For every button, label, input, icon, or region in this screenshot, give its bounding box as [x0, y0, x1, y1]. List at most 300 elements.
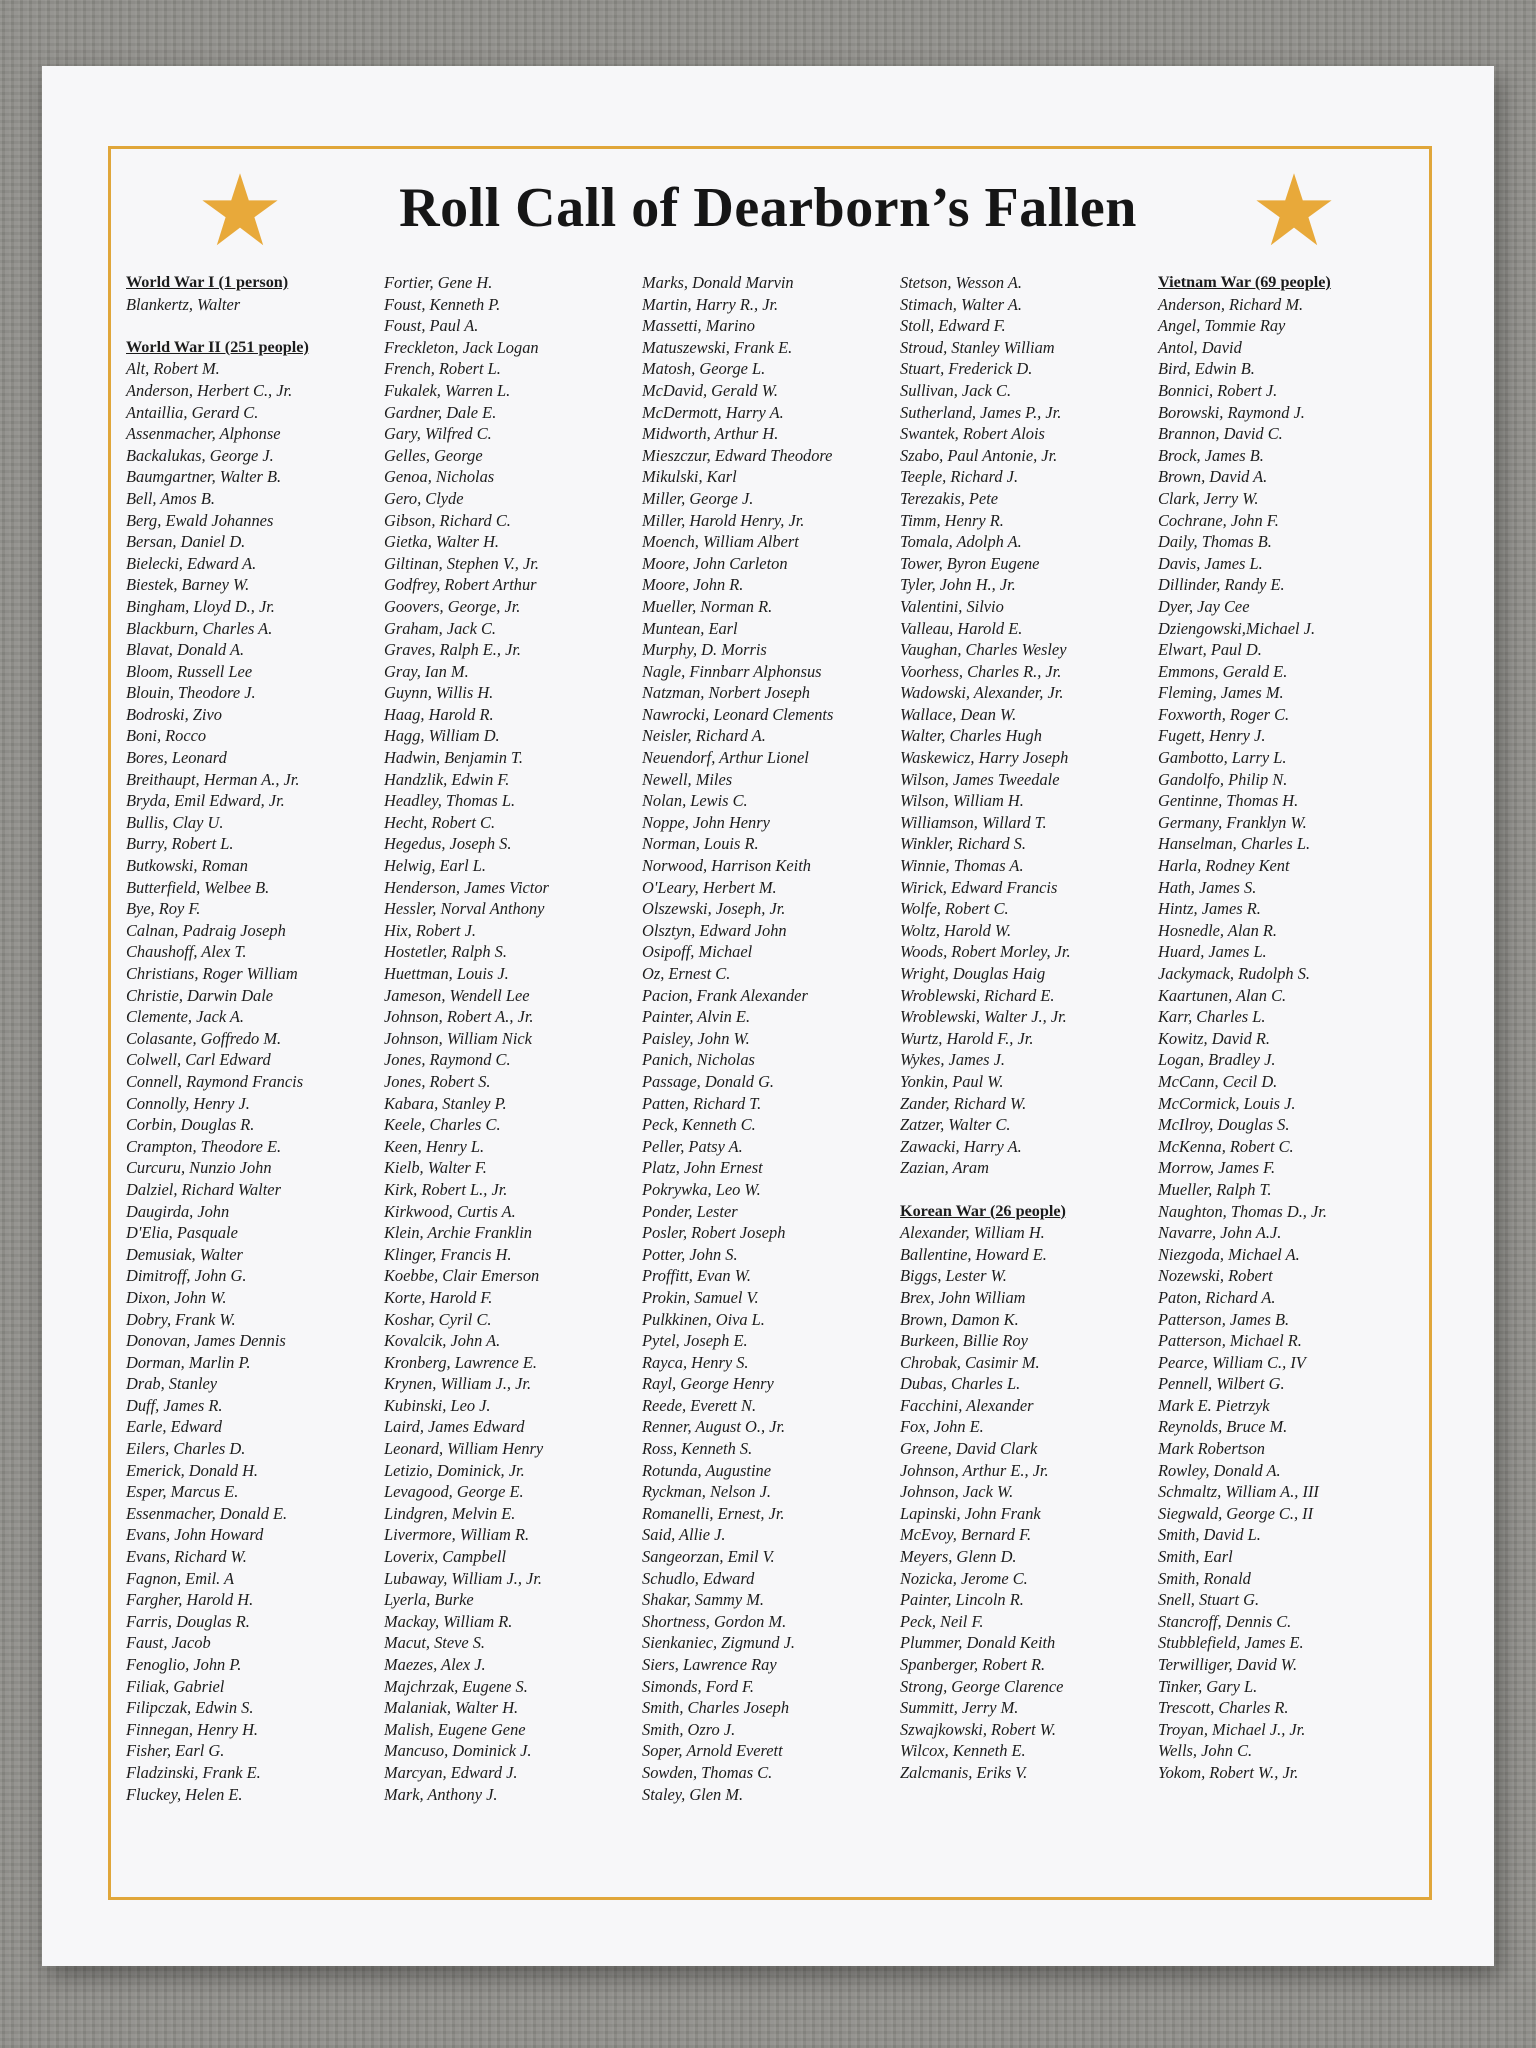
name-entry: Potter, John S.: [642, 1244, 738, 1264]
name-entry: Butterfield, Welbee B.: [126, 877, 270, 897]
name-entry: Mancuso, Dominick J.: [384, 1741, 532, 1761]
name-entry: Peck, Kenneth C.: [642, 1115, 756, 1135]
name-entry: Johnson, Robert A., Jr.: [384, 1007, 534, 1027]
section-spacer: [126, 315, 382, 337]
name-entry: Brock, James B.: [1158, 445, 1264, 465]
name-entry: Wright, Douglas Haig: [900, 964, 1046, 983]
name-entry: Giltinan, Stephen V., Jr.: [384, 553, 539, 573]
name-entry: Freckleton, Jack Logan: [384, 337, 539, 357]
name-entry: Letizio, Dominick, Jr.: [384, 1460, 525, 1480]
names-column-5: [1158, 272, 1414, 1784]
name-entry: Gary, Wilfred C.: [384, 424, 492, 444]
name-entry: Oz, Ernest C.: [642, 964, 731, 983]
name-entry: Chrobak, Casimir M.: [900, 1352, 1040, 1372]
name-entry: Connolly, Henry J.: [126, 1093, 250, 1113]
name-entry: Harla, Rodney Kent: [1158, 856, 1290, 876]
section-heading: Vietnam War (69 people): [1158, 273, 1331, 291]
name-entry: Strong, George Clarence: [900, 1676, 1064, 1696]
name-entry: Hagg, William D.: [384, 726, 500, 746]
name-entry: Stoll, Edward F.: [900, 316, 1006, 336]
name-entry: Kabara, Stanley P.: [384, 1093, 507, 1113]
name-entry: Clemente, Jack A.: [126, 1007, 245, 1027]
name-entry: Neisler, Richard A.: [642, 726, 766, 746]
name-entry: Smith, Earl: [1158, 1547, 1233, 1567]
name-entry: Brannon, David C.: [1158, 424, 1283, 444]
name-entry: Panich, Nicholas: [642, 1050, 755, 1070]
name-entry: Drab, Stanley: [126, 1374, 218, 1394]
name-entry: Winkler, Richard S.: [900, 834, 1026, 854]
name-entry: Zazian, Aram: [900, 1158, 989, 1178]
name-entry: McDavid, Gerald W.: [642, 380, 778, 400]
name-entry: Levagood, George E.: [384, 1482, 524, 1502]
name-entry: Wilson, James Tweedale: [900, 769, 1060, 789]
name-entry: Bonnici, Robert J.: [1158, 380, 1278, 400]
section-heading: Korean War (26 people): [900, 1201, 1066, 1220]
name-entry: Christie, Darwin Dale: [126, 985, 274, 1005]
name-entry: Corbin, Douglas R.: [126, 1115, 255, 1135]
name-entry: Szabo, Paul Antonie, Jr.: [900, 445, 1058, 465]
name-entry: Rowley, Donald A.: [1158, 1460, 1281, 1480]
name-entry: Jones, Raymond C.: [384, 1050, 511, 1070]
name-entry: Dalziel, Richard Walter: [126, 1179, 281, 1199]
name-entry: Colwell, Carl Edward: [126, 1050, 271, 1070]
name-entry: McDermott, Harry A.: [642, 402, 784, 422]
name-entry: Kielb, Walter F.: [384, 1158, 487, 1178]
name-entry: Donovan, James Dennis: [126, 1331, 286, 1351]
name-entry: Hosnedle, Alan R.: [1158, 920, 1277, 940]
name-entry: Midworth, Arthur H.: [642, 424, 779, 444]
name-entry: Hix, Robert J.: [384, 920, 476, 940]
name-entry: Laird, James Edward: [384, 1417, 525, 1437]
name-entry: Farris, Douglas R.: [126, 1611, 250, 1631]
name-entry: Williamson, Willard T.: [900, 812, 1047, 832]
name-entry: Daugirda, John: [126, 1201, 230, 1221]
name-entry: Emerick, Donald H.: [126, 1460, 259, 1480]
name-entry: Duff, James R.: [126, 1395, 223, 1415]
name-entry: Wolfe, Robert C.: [900, 899, 1009, 919]
name-entry: Reede, Everett N.: [642, 1395, 757, 1415]
name-entry: Olsztyn, Edward John: [642, 920, 787, 940]
name-entry: Posler, Robert Joseph: [642, 1223, 786, 1243]
name-entry: Kirk, Robert L., Jr.: [384, 1179, 508, 1199]
name-entry: Hadwin, Benjamin T.: [384, 748, 524, 768]
name-entry: Brown, David A.: [1158, 467, 1268, 487]
name-entry: D'Elia, Pasquale: [126, 1223, 238, 1243]
name-entry: Norwood, Harrison Keith: [642, 856, 811, 876]
name-entry: Leonard, William Henry: [384, 1439, 544, 1459]
name-entry: Huettman, Louis J.: [384, 964, 509, 983]
name-entry: Bullis, Clay U.: [126, 812, 224, 832]
name-entry: Boni, Rocco: [126, 726, 207, 746]
name-entry: Ponder, Lester: [642, 1201, 738, 1221]
name-entry: Gelles, George: [384, 445, 483, 465]
name-entry: Jones, Robert S.: [384, 1071, 491, 1091]
name-entry: Nozicka, Jerome C.: [900, 1568, 1028, 1588]
name-entry: Majchrzak, Eugene S.: [384, 1676, 528, 1696]
name-entry: Nagle, Finnbarr Alphonsus: [642, 661, 822, 681]
name-entry: Staley, Glen M.: [642, 1784, 744, 1804]
name-entry: Pytel, Joseph E.: [642, 1331, 748, 1351]
name-entry: Fenoglio, John P.: [126, 1655, 242, 1674]
name-entry: Guynn, Willis H.: [384, 683, 494, 703]
name-entry: Niezgoda, Michael A.: [1158, 1244, 1300, 1264]
name-entry: Huard, James L.: [1158, 942, 1267, 962]
name-entry: McIlroy, Douglas S.: [1158, 1115, 1290, 1135]
name-entry: Matuszewski, Frank E.: [642, 337, 793, 357]
name-entry: Fisher, Earl G.: [126, 1741, 225, 1761]
name-entry: Painter, Alvin E.: [642, 1007, 751, 1027]
name-entry: Gentinne, Thomas H.: [1158, 791, 1299, 811]
name-entry: Smith, Ozro J.: [642, 1719, 736, 1739]
name-entry: Jameson, Wendell Lee: [384, 985, 530, 1005]
name-entry: Marks, Donald Marvin: [642, 273, 794, 292]
name-entry: Patterson, Michael R.: [1158, 1331, 1302, 1351]
name-entry: Terwilliger, David W.: [1158, 1655, 1298, 1674]
name-entry: Clark, Jerry W.: [1158, 488, 1259, 508]
name-entry: Tomala, Adolph A.: [900, 532, 1022, 552]
name-entry: Henderson, James Victor: [384, 877, 549, 897]
name-entry: Neuendorf, Arthur Lionel: [642, 748, 809, 768]
name-entry: Mieszczur, Edward Theodore: [642, 445, 833, 465]
name-entry: Sangeorzan, Emil V.: [642, 1547, 775, 1567]
name-entry: Gibson, Richard C.: [384, 510, 511, 530]
name-entry: Stetson, Wesson A.: [900, 273, 1023, 292]
name-entry: Anderson, Herbert C., Jr.: [126, 380, 293, 400]
name-entry: Teeple, Richard J.: [900, 467, 1019, 487]
name-entry: Wadowski, Alexander, Jr.: [900, 683, 1064, 703]
name-entry: Winnie, Thomas A.: [900, 856, 1024, 876]
name-entry: Zatzer, Walter C.: [900, 1115, 1011, 1135]
name-entry: Sienkaniec, Zigmund J.: [642, 1633, 795, 1653]
name-entry: Filiak, Gabriel: [126, 1676, 225, 1696]
names-column-1: [126, 272, 382, 1805]
name-entry: Martin, Harry R., Jr.: [642, 294, 779, 314]
name-entry: Kaartunen, Alan C.: [1158, 985, 1287, 1005]
name-entry: Moore, John Carleton: [642, 553, 788, 573]
name-entry: McCormick, Louis J.: [1158, 1093, 1296, 1113]
name-entry: Bloom, Russell Lee: [126, 661, 253, 681]
name-entry: Facchini, Alexander: [900, 1395, 1034, 1415]
name-entry: Vaughan, Charles Wesley: [900, 640, 1067, 660]
name-entry: Pulkkinen, Oiva L.: [642, 1309, 765, 1329]
name-entry: Tower, Byron Eugene: [900, 553, 1040, 573]
name-entry: Olszewski, Joseph, Jr.: [642, 899, 786, 919]
name-entry: Stuart, Frederick D.: [900, 359, 1033, 379]
name-entry: Paton, Richard A.: [1158, 1287, 1276, 1307]
name-entry: Ross, Kenneth S.: [642, 1439, 753, 1459]
name-entry: Angel, Tommie Ray: [1158, 316, 1286, 336]
name-entry: Yokom, Robert W., Jr.: [1158, 1762, 1299, 1782]
name-entry: Norman, Louis R.: [642, 834, 759, 854]
name-entry: Osipoff, Michael: [642, 942, 753, 962]
name-entry: Summitt, Jerry M.: [900, 1698, 1019, 1718]
name-entry: Spanberger, Robert R.: [900, 1655, 1046, 1674]
name-entry: Marcyan, Edward J.: [384, 1762, 518, 1782]
name-entry: Pennell, Wilbert G.: [1158, 1374, 1285, 1394]
name-entry: Massetti, Marino: [642, 316, 755, 336]
name-entry: Blankertz, Walter: [126, 294, 241, 314]
name-entry: Antaillia, Gerard C.: [126, 402, 259, 422]
name-entry: Pearce, William C., IV: [1158, 1352, 1306, 1372]
name-entry: Earle, Edward: [126, 1417, 222, 1437]
name-entry: Schudlo, Edward: [642, 1568, 755, 1588]
name-entry: Hegedus, Joseph S.: [384, 834, 512, 854]
name-entry: Assenmacher, Alphonse: [126, 424, 281, 444]
name-entry: Filipczak, Edwin S.: [126, 1698, 254, 1718]
name-entry: Keele, Charles C.: [384, 1115, 501, 1135]
name-entry: Stubblefield, James E.: [1158, 1633, 1304, 1653]
name-entry: Antol, David: [1158, 337, 1242, 357]
name-entry: Moench, William Albert: [642, 532, 799, 552]
name-entry: Wirick, Edward Francis: [900, 877, 1058, 897]
name-entry: Crampton, Theodore E.: [126, 1136, 282, 1156]
name-entry: Breithaupt, Herman A., Jr.: [126, 769, 300, 789]
name-entry: Waskewicz, Harry Joseph: [900, 748, 1069, 768]
name-entry: Colasante, Goffredo M.: [126, 1028, 282, 1048]
name-entry: Davis, James L.: [1158, 553, 1263, 573]
name-entry: Wallace, Dean W.: [900, 704, 1017, 724]
name-entry: Wroblewski, Walter J., Jr.: [900, 1007, 1067, 1027]
name-entry: Malaniak, Walter H.: [384, 1698, 519, 1718]
name-entry: Gardner, Dale E.: [384, 402, 497, 422]
name-entry: Christians, Roger William: [126, 964, 298, 983]
name-entry: Graham, Jack C.: [384, 618, 496, 638]
name-entry: Daily, Thomas B.: [1158, 532, 1272, 552]
name-entry: Handzlik, Edwin F.: [384, 769, 510, 789]
name-entry: Troyan, Michael J., Jr.: [1158, 1719, 1306, 1739]
name-entry: Mark E. Pietrzyk: [1158, 1395, 1270, 1415]
name-entry: Demusiak, Walter: [126, 1244, 243, 1264]
name-entry: Kovalcik, John A.: [384, 1331, 501, 1351]
name-entry: Wykes, James J.: [900, 1050, 1005, 1070]
name-entry: Hath, James S.: [1158, 877, 1257, 897]
name-entry: Bersan, Daniel D.: [126, 532, 246, 552]
name-entry: Peck, Neil F.: [900, 1611, 984, 1631]
name-entry: Fluckey, Helen E.: [126, 1784, 243, 1804]
name-entry: Szwajkowski, Robert W.: [900, 1719, 1057, 1739]
name-entry: Helwig, Earl L.: [384, 856, 486, 876]
name-entry: Bielecki, Edward A.: [126, 553, 257, 573]
name-entry: Fox, John E.: [900, 1417, 984, 1437]
name-entry: Snell, Stuart G.: [1158, 1590, 1260, 1610]
name-entry: Fukalek, Warren L.: [384, 380, 511, 400]
name-entry: Alexander, William H.: [900, 1223, 1045, 1243]
name-entry: Wroblewski, Richard E.: [900, 985, 1055, 1005]
name-entry: Smith, Ronald: [1158, 1568, 1251, 1588]
name-entry: Fargher, Harold H.: [126, 1590, 254, 1610]
name-entry: Shakar, Sammy M.: [642, 1590, 765, 1610]
name-entry: Klinger, Francis H.: [384, 1244, 512, 1264]
name-entry: Foust, Paul A.: [384, 316, 479, 336]
name-entry: Terezakis, Pete: [900, 488, 999, 508]
name-entry: Murphy, D. Morris: [642, 640, 767, 660]
name-entry: Timm, Henry R.: [900, 510, 1004, 530]
name-entry: Bingham, Lloyd D., Jr.: [126, 596, 275, 616]
name-entry: Calnan, Padraig Joseph: [126, 920, 286, 940]
name-entry: Koebbe, Clair Emerson: [384, 1266, 540, 1286]
name-entry: Evans, Richard W.: [126, 1547, 247, 1567]
name-entry: Voorhess, Charles R., Jr.: [900, 661, 1062, 681]
name-entry: Lindgren, Melvin E.: [384, 1503, 516, 1523]
name-entry: Noppe, John Henry: [642, 812, 770, 832]
name-entry: Johnson, William Nick: [384, 1028, 532, 1048]
name-entry: Sutherland, James P., Jr.: [900, 402, 1062, 422]
name-entry: Lyerla, Burke: [384, 1590, 474, 1610]
name-entry: Nolan, Lewis C.: [642, 791, 748, 811]
name-entry: Muntean, Earl: [642, 618, 738, 638]
names-columns: [126, 272, 1426, 1882]
name-entry: Miller, Harold Henry, Jr.: [642, 510, 805, 530]
name-entry: Platz, John Ernest: [642, 1158, 763, 1178]
name-entry: Essenmacher, Donald E.: [126, 1503, 288, 1523]
name-entry: Rotunda, Augustine: [642, 1460, 771, 1480]
name-entry: Navarre, John A.J.: [1158, 1223, 1282, 1243]
name-entry: Newell, Miles: [642, 769, 733, 789]
name-entry: Brex, John William: [900, 1287, 1026, 1307]
name-entry: Mikulski, Karl: [642, 467, 737, 487]
name-entry: Hanselman, Charles L.: [1158, 834, 1311, 854]
name-entry: Stroud, Stanley William: [900, 337, 1055, 357]
name-entry: Tyler, John H., Jr.: [900, 575, 1016, 595]
name-entry: Plummer, Donald Keith: [900, 1633, 1056, 1653]
name-entry: Malish, Eugene Gene: [384, 1719, 526, 1739]
name-entry: Bores, Leonard: [126, 748, 227, 768]
name-entry: Woltz, Harold W.: [900, 920, 1012, 940]
name-entry: Nozewski, Robert: [1158, 1266, 1273, 1286]
name-entry: Mark Robertson: [1158, 1439, 1265, 1459]
name-entry: Goovers, George, Jr.: [384, 596, 521, 616]
name-entry: Zawacki, Harry A.: [900, 1136, 1022, 1156]
name-entry: Mueller, Norman R.: [642, 596, 773, 616]
name-entry: Esper, Marcus E.: [126, 1482, 239, 1502]
name-entry: Yonkin, Paul W.: [900, 1071, 1004, 1091]
name-entry: Dobry, Frank W.: [126, 1309, 236, 1329]
name-entry: Maezes, Alex J.: [384, 1655, 486, 1674]
name-entry: Kubinski, Leo J.: [384, 1395, 491, 1415]
name-entry: Bird, Edwin B.: [1158, 359, 1255, 379]
section-spacer: [900, 1179, 1156, 1201]
name-entry: Chaushoff, Alex T.: [126, 942, 247, 962]
name-entry: Gero, Clyde: [384, 488, 464, 508]
name-entry: Siegwald, George C., II: [1158, 1503, 1314, 1523]
name-entry: Connell, Raymond Francis: [126, 1071, 304, 1091]
name-entry: Baumgartner, Walter B.: [126, 467, 282, 487]
name-entry: Tinker, Gary L.: [1158, 1676, 1258, 1696]
name-entry: Rayl, George Henry: [642, 1374, 774, 1394]
name-entry: Lapinski, John Frank: [900, 1503, 1041, 1523]
name-entry: Dimitroff, John G.: [126, 1266, 247, 1286]
name-entry: Bryda, Emil Edward, Jr.: [126, 791, 285, 811]
name-entry: Dillinder, Randy E.: [1158, 575, 1285, 595]
name-entry: Swantek, Robert Alois: [900, 424, 1045, 444]
name-entry: Fladzinski, Frank E.: [126, 1762, 261, 1782]
name-entry: Kowitz, David R.: [1158, 1028, 1271, 1048]
name-entry: Ryckman, Nelson J.: [642, 1482, 771, 1502]
name-entry: Hessler, Norval Anthony: [384, 899, 545, 919]
name-entry: Dubas, Charles L.: [900, 1374, 1021, 1394]
name-entry: Bell, Amos B.: [126, 488, 215, 508]
name-entry: Valentini, Silvio: [900, 596, 1004, 616]
name-entry: Macut, Steve S.: [384, 1633, 486, 1653]
name-entry: Pacion, Frank Alexander: [642, 985, 808, 1005]
name-entry: Miller, George J.: [642, 488, 754, 508]
name-entry: Haag, Harold R.: [384, 704, 494, 724]
name-entry: Stimach, Walter A.: [900, 294, 1023, 314]
name-entry: Natzman, Norbert Joseph: [642, 683, 811, 703]
name-entry: Dyer, Jay Cee: [1158, 596, 1250, 616]
name-entry: Evans, John Howard: [126, 1525, 264, 1545]
name-entry: Germany, Franklyn W.: [1158, 812, 1307, 832]
name-entry: Smith, Charles Joseph: [642, 1698, 790, 1718]
name-entry: Renner, August O., Jr.: [642, 1417, 786, 1437]
name-entry: Gandolfo, Philip N.: [1158, 769, 1288, 789]
name-entry: Brown, Damon K.: [900, 1309, 1019, 1329]
name-entry: Fagnon, Emil. A: [126, 1568, 235, 1588]
name-entry: Koshar, Cyril C.: [384, 1309, 492, 1329]
name-entry: Morrow, James F.: [1158, 1158, 1276, 1178]
name-entry: Livermore, William R.: [384, 1525, 530, 1545]
name-entry: Reynolds, Bruce M.: [1158, 1417, 1288, 1437]
name-entry: Kronberg, Lawrence E.: [384, 1352, 537, 1372]
name-entry: Patterson, James B.: [1158, 1309, 1290, 1329]
name-entry: Schmaltz, William A., III: [1158, 1482, 1319, 1502]
name-entry: Dixon, John W.: [126, 1287, 227, 1307]
name-entry: Trescott, Charles R.: [1158, 1698, 1289, 1718]
name-entry: Passage, Donald G.: [642, 1071, 775, 1091]
name-entry: Dorman, Marlin P.: [126, 1352, 251, 1372]
name-entry: Johnson, Jack W.: [900, 1482, 1014, 1502]
name-entry: Headley, Thomas L.: [384, 791, 516, 811]
name-entry: Painter, Lincoln R.: [900, 1590, 1024, 1610]
name-entry: Fugett, Henry J.: [1158, 726, 1266, 746]
name-entry: Keen, Henry L.: [384, 1136, 485, 1156]
name-entry: Foxworth, Roger C.: [1158, 704, 1290, 724]
name-entry: Cochrane, John F.: [1158, 510, 1279, 530]
name-entry: Karr, Charles L.: [1158, 1007, 1266, 1027]
name-entry: O'Leary, Herbert M.: [642, 877, 777, 897]
name-entry: McKenna, Robert C.: [1158, 1136, 1294, 1156]
name-entry: Said, Allie J.: [642, 1525, 726, 1545]
page-title: Roll Call of Dearborn’s Fallen: [399, 177, 1137, 239]
section-heading: World War I (1 person): [126, 273, 289, 291]
name-entry: Naughton, Thomas D., Jr.: [1158, 1201, 1327, 1221]
name-entry: Burkeen, Billie Roy: [900, 1331, 1028, 1351]
name-entry: Wurtz, Harold F., Jr.: [900, 1028, 1034, 1048]
name-entry: Foust, Kenneth P.: [384, 294, 501, 314]
name-entry: Sowden, Thomas C.: [642, 1762, 773, 1782]
name-entry: Borowski, Raymond J.: [1158, 402, 1305, 422]
name-entry: Matosh, George L.: [642, 359, 766, 379]
name-entry: Eilers, Charles D.: [126, 1439, 246, 1459]
name-entry: Simonds, Ford F.: [642, 1676, 755, 1696]
name-entry: Shortness, Gordon M.: [642, 1611, 787, 1631]
name-entry: Wilson, William H.: [900, 791, 1024, 811]
name-entry: Zander, Richard W.: [900, 1093, 1027, 1113]
name-entry: Ballentine, Howard E.: [900, 1244, 1047, 1264]
name-entry: Zalcmanis, Eriks V.: [900, 1762, 1028, 1782]
name-entry: Hecht, Robert C.: [384, 812, 496, 832]
name-entry: Soper, Arnold Everett: [642, 1741, 783, 1761]
name-entry: Nawrocki, Leonard Clements: [642, 704, 834, 724]
name-entry: Mackay, William R.: [384, 1611, 513, 1631]
name-entry: Patten, Richard T.: [642, 1093, 762, 1113]
name-entry: Gietka, Walter H.: [384, 532, 500, 552]
name-entry: Blackburn, Charles A.: [126, 618, 273, 638]
name-entry: Blavat, Donald A.: [126, 640, 245, 660]
name-entry: Siers, Lawrence Ray: [642, 1655, 777, 1674]
name-entry: Hostetler, Ralph S.: [384, 942, 507, 962]
name-entry: Hintz, James R.: [1158, 899, 1261, 919]
